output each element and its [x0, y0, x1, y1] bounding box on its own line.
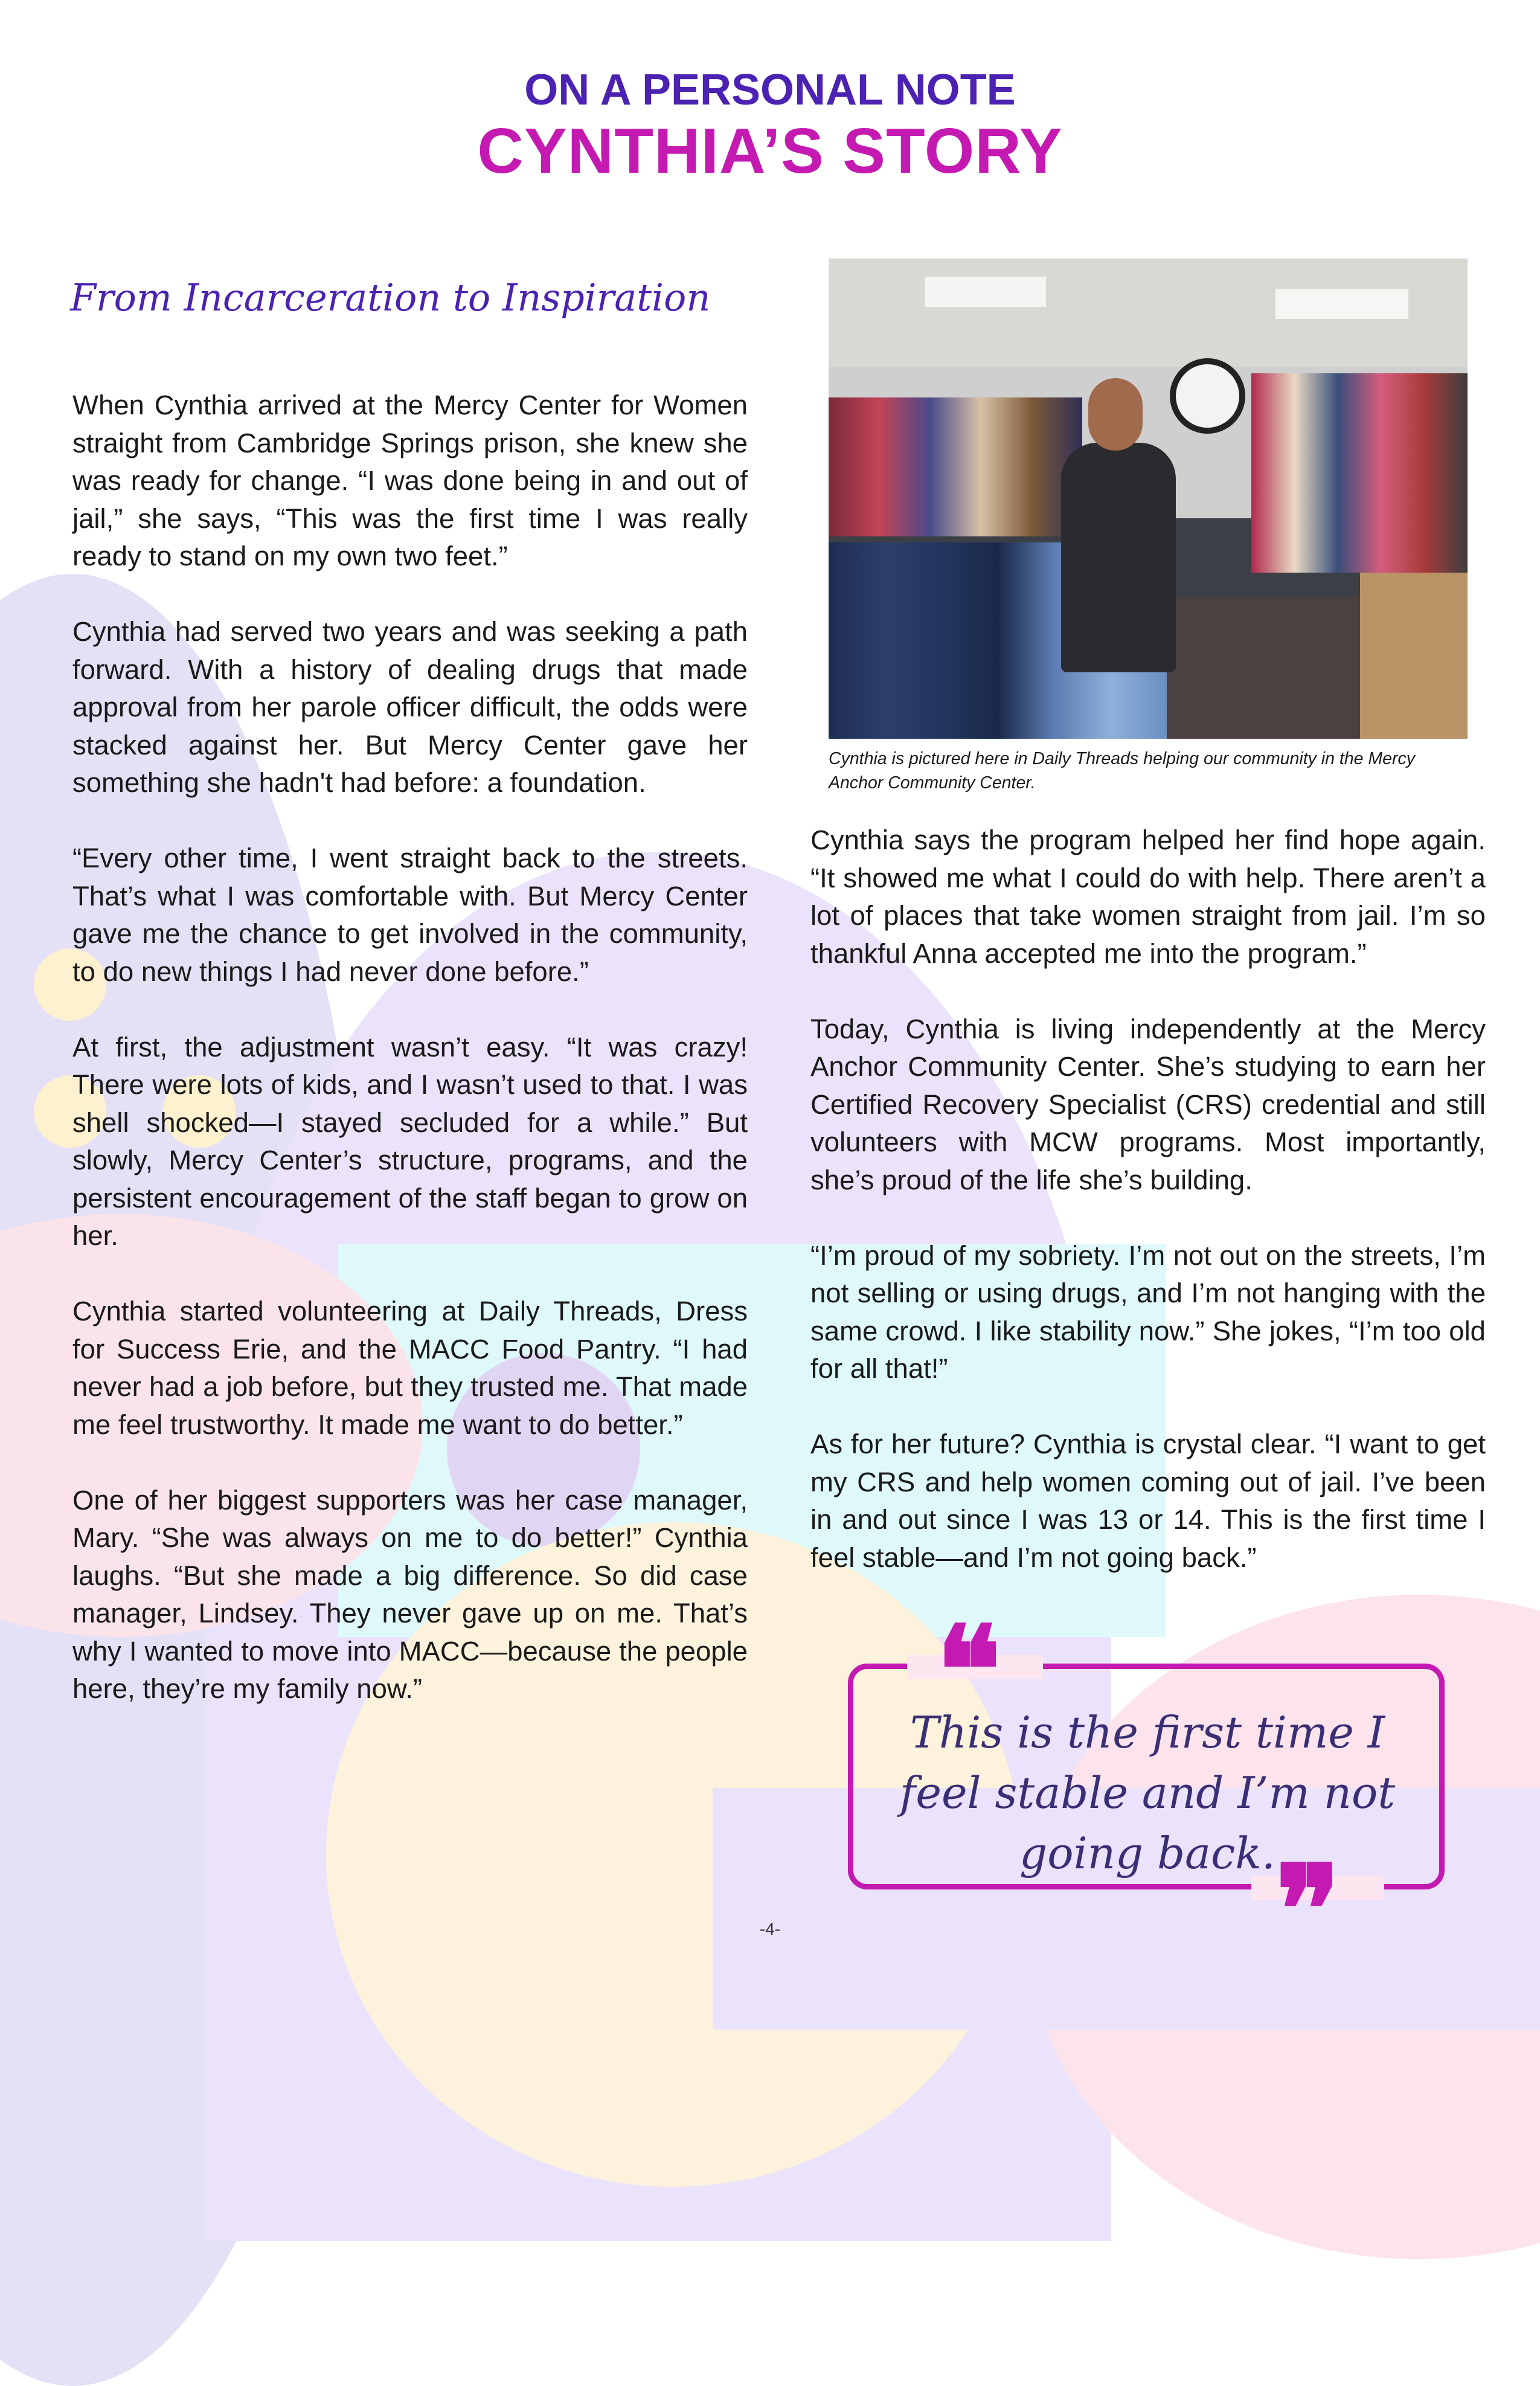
page-kicker: ON A PERSONAL NOTE: [524, 66, 1016, 114]
page-number: -4-: [759, 1920, 781, 1938]
paragraph: Cynthia had served two years and was seeking a path forward. With a history of dealing drugs that made approval from her parole officer difficult, the odds were stacked against her. But Mercy Center gave her something she hadn't had before: a foundation.: [72, 616, 748, 798]
clock-icon: [1170, 358, 1245, 434]
paragraph: “Every other time, I went straight back to the streets. That’s what I was comfortable with. But Mercy Center gave me the chance to get involved in the community, to do new things I had never done before.”: [72, 843, 748, 987]
paragraph: Today, Cynthia is living independently at the Mercy Anchor Community Center. She’s studying to earn her Certified Recovery Specialist (CRS) credential and still volunteers with MCW programs. Most importantly, she’s proud of the life she’s building.: [810, 1013, 1486, 1195]
paragraph: When Cynthia arrived at the Mercy Center for Women straight from Cambridge Springs prison, she knew she was ready for change. “I was done being in and out of jail,” she says, “This was the first time I was really ready to stand on my own two feet.”: [72, 390, 748, 571]
paragraph: “I’m proud of my sobriety. I’m not out on the streets, I’m not selling or using drugs, and I’m not hanging with the same crowd. I like stability now.” She jokes, “I’m too old for all that!”: [810, 1240, 1486, 1384]
paragraph: One of her biggest supporters was her case manager, Mary. “She was always on me to do better!” Cynthia laughs. “But she made a big difference. So did case manager, Lindsey. They never gave up on me. That’s why I wanted to move into MACC—because the people here, they’re my family now.”: [72, 1484, 748, 1704]
paragraph: Cynthia says the program helped her find hope again. “It showed me what I could do with help. There aren’t a lot of places that take women straight from jail. I’m so thankful Anna accepted me into the program.”: [810, 825, 1486, 969]
open-quote-icon: ❝: [936, 1600, 1001, 1741]
paragraph: Cynthia started volunteering at Daily Threads, Dress for Success Erie, and the MACC Food Pantry. “I had never had a job before, but they trusted me. That made me feel trustworthy. It made me want to do better.”: [72, 1296, 748, 1440]
cynthia-photo: [829, 259, 1468, 739]
paragraph: At first, the adjustment wasn’t easy. “It was crazy! There were lots of kids, and I wasn’t used to that. I was shell shocked—I stayed secluded for a while.” But slowly, Mercy Center’s structure, programs, and the persistent encouragement of the staff began to grow on her.: [72, 1031, 748, 1251]
section-subhead: From Incarceration to Inspiration: [70, 275, 711, 320]
page-title: CYNTHIA’S STORY: [477, 115, 1063, 187]
photo-caption: Cynthia is pictured here in Daily Threads helping our community in the Mercy Anchor Community Center.: [829, 749, 1416, 793]
paragraph: As for her future? Cynthia is crystal clear. “I want to get my CRS and help women coming out of jail. I’ve been in and out since I was 13 or 14. This is the first time I feel stable—and I’m not going back.”: [810, 1429, 1486, 1573]
pull-quote-text: This is the first time I feel stable and I’m not going back.: [899, 1707, 1396, 1879]
right-column: [810, 822, 1486, 1615]
close-quote-icon: ❞: [1275, 1839, 1341, 1981]
left-column: [72, 387, 748, 1746]
